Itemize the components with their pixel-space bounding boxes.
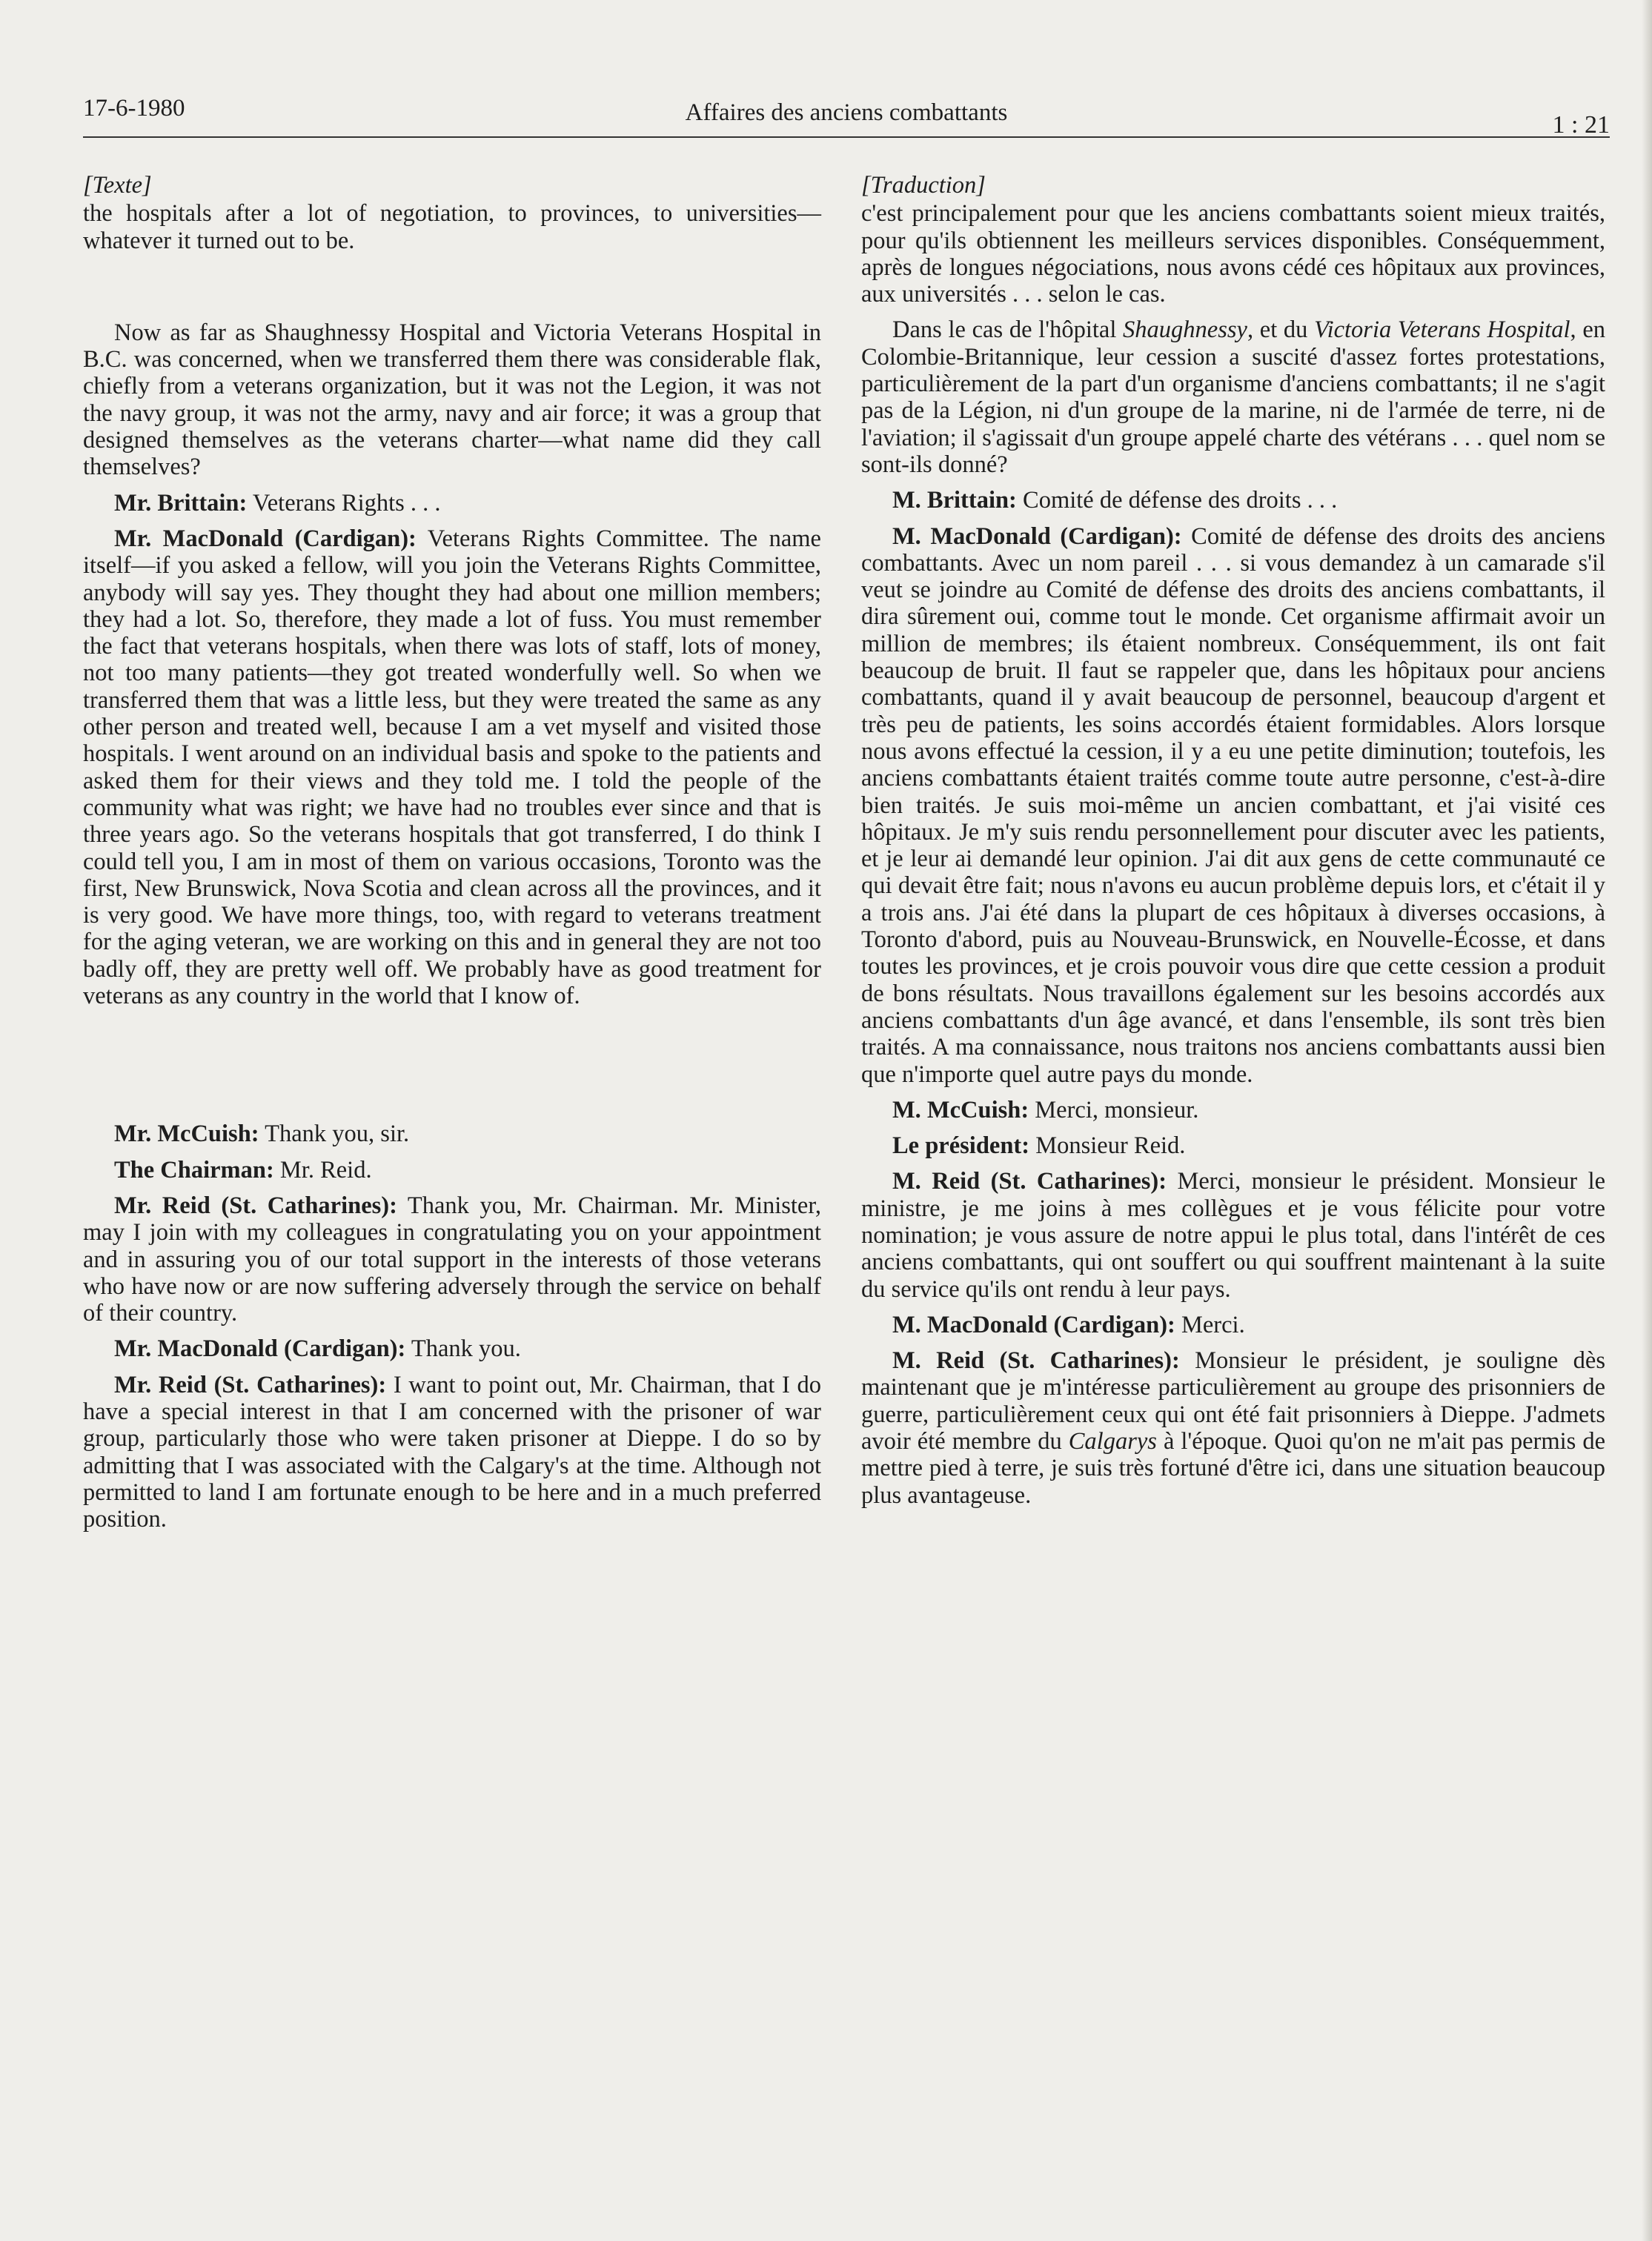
speech-text: Mr. Reid. xyxy=(279,1156,372,1183)
paragraph: the hospitals after a lot of negotiation, to provinces, to universities—whatever it turned out to be. xyxy=(83,200,821,254)
speaker-name: M. Brittain: xyxy=(892,487,1017,514)
column-label: [Traduction] xyxy=(861,172,986,199)
text-run-italic: Victoria Veterans Hospital xyxy=(1314,316,1570,344)
speech-text: Monsieur Reid. xyxy=(1035,1132,1186,1160)
speech xyxy=(861,1097,1605,1123)
text-run-italic: Calgarys xyxy=(1068,1428,1157,1455)
speech-text: Merci, monsieur. xyxy=(1035,1096,1199,1123)
speaker-name: Mr. Reid (St. Catharines): xyxy=(114,1371,387,1398)
speech xyxy=(83,490,821,517)
speaker-name: Le président: xyxy=(892,1132,1030,1160)
speech-text: Thank you, Mr. Chairman. Mr. Minister, may I join with my colleagues in congratulating you on your appointment and in assuring you of our total support in the interests of those veterans who have now or are now suffering adversely through the service on behalf of their country. xyxy=(83,1192,822,1327)
paragraph: c'est principalement pour que les anciens combattants soient mieux traités, pour qu'ils obtiennent les meilleurs services disponibles. Conséquemment, après de longues négociations, nous avons cédé ces hôpitaux aux provinces, aux universités . . . selon le cas. xyxy=(861,200,1605,308)
speaker-name: M. MacDonald (Cardigan): xyxy=(892,522,1182,550)
speech xyxy=(83,1372,821,1533)
speaker-name: Mr. Reid (St. Catharines): xyxy=(114,1192,397,1219)
speech xyxy=(861,487,1605,514)
speech xyxy=(861,1168,1605,1302)
speech-text: Veterans Rights Committee. The name itself—if you asked a fellow, will you join the Veterans Rights Committee, anybody will say yes. They thought they had about one million members; they had a lot. So, therefore, they made a lot of fuss. You must remember the fact that veterans hospitals, when there was lots of staff, lots of money, not too many patients—they got treated wonderfully well. So when we transferred them that was a little less, but they were treated the same as any other person and treated well, because I am a vet myself and visited those hospitals. I went around on an individual basis and spoke to the patients and asked them for their views and they told me. I told the people of the community what was right; we have had no troubles ever since and that is three years ago. So the veterans hospitals that got transferred, I do think I could tell you, I am in most of them on various occasions, Toronto was the first, New Brunswick, Nova Scotia and clean across all the provinces, and it is very good. We have more things, too, with regard to veterans treatment for the aging veteran, we are working on this and in general they are not too badly off, they are pretty well off. We probably have as good treatment for veterans as any country in the world that I know of. xyxy=(83,525,821,1010)
speaker-name: M. Reid (St. Catharines): xyxy=(892,1347,1180,1375)
text-run: , en Colombie-Britannique, leur cession a suscité d'assez fortes protestations, particulièrement de la part d'un organisme d'anciens combattants; il ne s'agit pas de la Légion, ni d'un groupe de la marine, ni de l'armée de terre, ni de l'aviation; il s'agissait d'un groupe appelé charte des vétérans . . . quel nom se sont-ils donné? xyxy=(861,316,1605,478)
speech-text: Merci. xyxy=(1181,1311,1245,1338)
speaker-name: M. MacDonald (Cardigan): xyxy=(892,1311,1175,1338)
speech xyxy=(83,1335,821,1362)
speech-text: Veterans Rights . . . xyxy=(252,489,441,517)
english-column xyxy=(83,172,821,1533)
speech-text: Thank you. xyxy=(411,1335,521,1363)
text-run: Monsieur le président, je souligne dès maintenant que je m'intéresse particulièrement au groupe des prisonniers de guerre, particulièrement ceux qui ont été fait prisonniers à Dieppe. J'admets avoir été membre du xyxy=(861,1347,1606,1455)
header-title: Affaires des anciens combattants xyxy=(685,99,1008,126)
text-run: à l'époque. Quoi qu'on ne m'ait pas permis de mettre pied à terre, je suis très fortuné d'être ici, dans une situation beaucoup plus avantageuse. xyxy=(861,1428,1606,1509)
speech xyxy=(83,1157,821,1183)
speaker-name: The Chairman: xyxy=(114,1156,274,1183)
speech-text: Thank you, sir. xyxy=(265,1120,410,1148)
page-edge-shadow xyxy=(1642,0,1652,2241)
paragraph xyxy=(861,316,1605,478)
speaker-name: Mr. MacDonald (Cardigan): xyxy=(114,1335,406,1363)
running-header xyxy=(83,95,1610,138)
speech xyxy=(83,1120,821,1147)
column-label: [Texte] xyxy=(83,172,152,199)
speech-text: Comité de défense des droits . . . xyxy=(1023,487,1338,514)
speaker-name: Mr. Brittain: xyxy=(114,489,248,517)
speech xyxy=(861,523,1605,1088)
speech xyxy=(861,1347,1605,1509)
speaker-name: M. McCuish: xyxy=(892,1096,1029,1123)
speaker-name: M. Reid (St. Catharines): xyxy=(892,1168,1167,1195)
text-run: , et du xyxy=(1247,316,1315,344)
paragraph: Now as far as Shaughnessy Hospital and Victoria Veterans Hospital in B.C. was concerned, when we transferred them there was considerable flak, chiefly from a veterans organization, but it was not the Legion, it was not the navy group, it was not the army, navy and air force; it was a group that designed themselves as the veterans charter—what name did they call themselves? xyxy=(83,319,821,481)
speech-text: I want to point out, Mr. Chairman, that I do have a special interest in that I am concerned with the prisoner of war group, particularly those who were taken prisoner at Dieppe. I do so by admitting that I was associated with the Calgary's at the time. Although not permitted to land I am fortunate enough to be here and in a much preferred position. xyxy=(83,1371,822,1533)
text-run: Dans le cas de l'hôpital xyxy=(892,316,1124,344)
speech xyxy=(861,1132,1605,1159)
header-date: 17-6-1980 xyxy=(83,95,185,122)
speech-text: Comité de défense des droits des anciens combattants. Avec un nom pareil . . . si vous demandez à un camarade s'il veut se joindre au Comité de défense des droits des anciens combattants, il dira sûrement oui, comme tout le monde. Cet organisme affirmait avoir un million de membres; ils étaient nombreux. Conséquemment, ils ont fait beaucoup de bruit. Il faut se rappeler que, dans les hôpitaux pour anciens combattants, quand il y avait beaucoup de personnel, beaucoup d'argent et très peu de patients, les soins accordés étaient formidables. Alors lorsque nous avons effectué la cession, il y a eu une petite diminution; toutefois, les anciens combattants étaient traités comme toute autre personne, c'est-à-dire bien traités. Je suis moi-même un ancien combattant, et j'ai visité ces hôpitaux. Je m'y suis rendu personnellement pour discuter avec les patients, et je leur ai demandé leur opinion. J'ai dit aux gens de cette communauté ce qui devait être fait; nous n'avons eu aucun problème depuis lors, et c'était il y a trois ans. J'ai été dans la plupart de ces hôpitaux à diverses occasions, à Toronto d'abord, puis au Nouveau-Brunswick, en Nouvelle-Écosse, et dans toutes les provinces, et je crois pouvoir vous dire que cette cession a produit de bons résultats. Nous travaillons également sur les besoins accordés aux anciens combattants d'un âge avancé, et dans l'ensemble, ils sont très bien traités. A ma connaissance, nous traitons nos anciens combattants aussi bien que n'importe quel autre pays du monde. xyxy=(861,522,1606,1088)
speaker-name: Mr. MacDonald (Cardigan): xyxy=(114,525,417,552)
speech xyxy=(861,1312,1605,1338)
speech-text: Merci, monsieur le président. Monsieur le ministre, je me joins à mes collègues et je vous félicite pour votre nomination; je vous assure de notre appui le plus total, dans l'intérêt de ces anciens combattants, qui ont souffert ou qui souffrent maintenant à la suite du service qu'ils ont rendu à leur pays. xyxy=(861,1168,1606,1303)
french-column xyxy=(861,172,1605,1509)
text-run-italic: Shaughnessy xyxy=(1123,316,1247,344)
speech xyxy=(83,525,821,1009)
speaker-name: Mr. McCuish: xyxy=(114,1120,259,1148)
page-number: 1 : 21 xyxy=(1552,111,1610,139)
speech xyxy=(83,1192,821,1327)
